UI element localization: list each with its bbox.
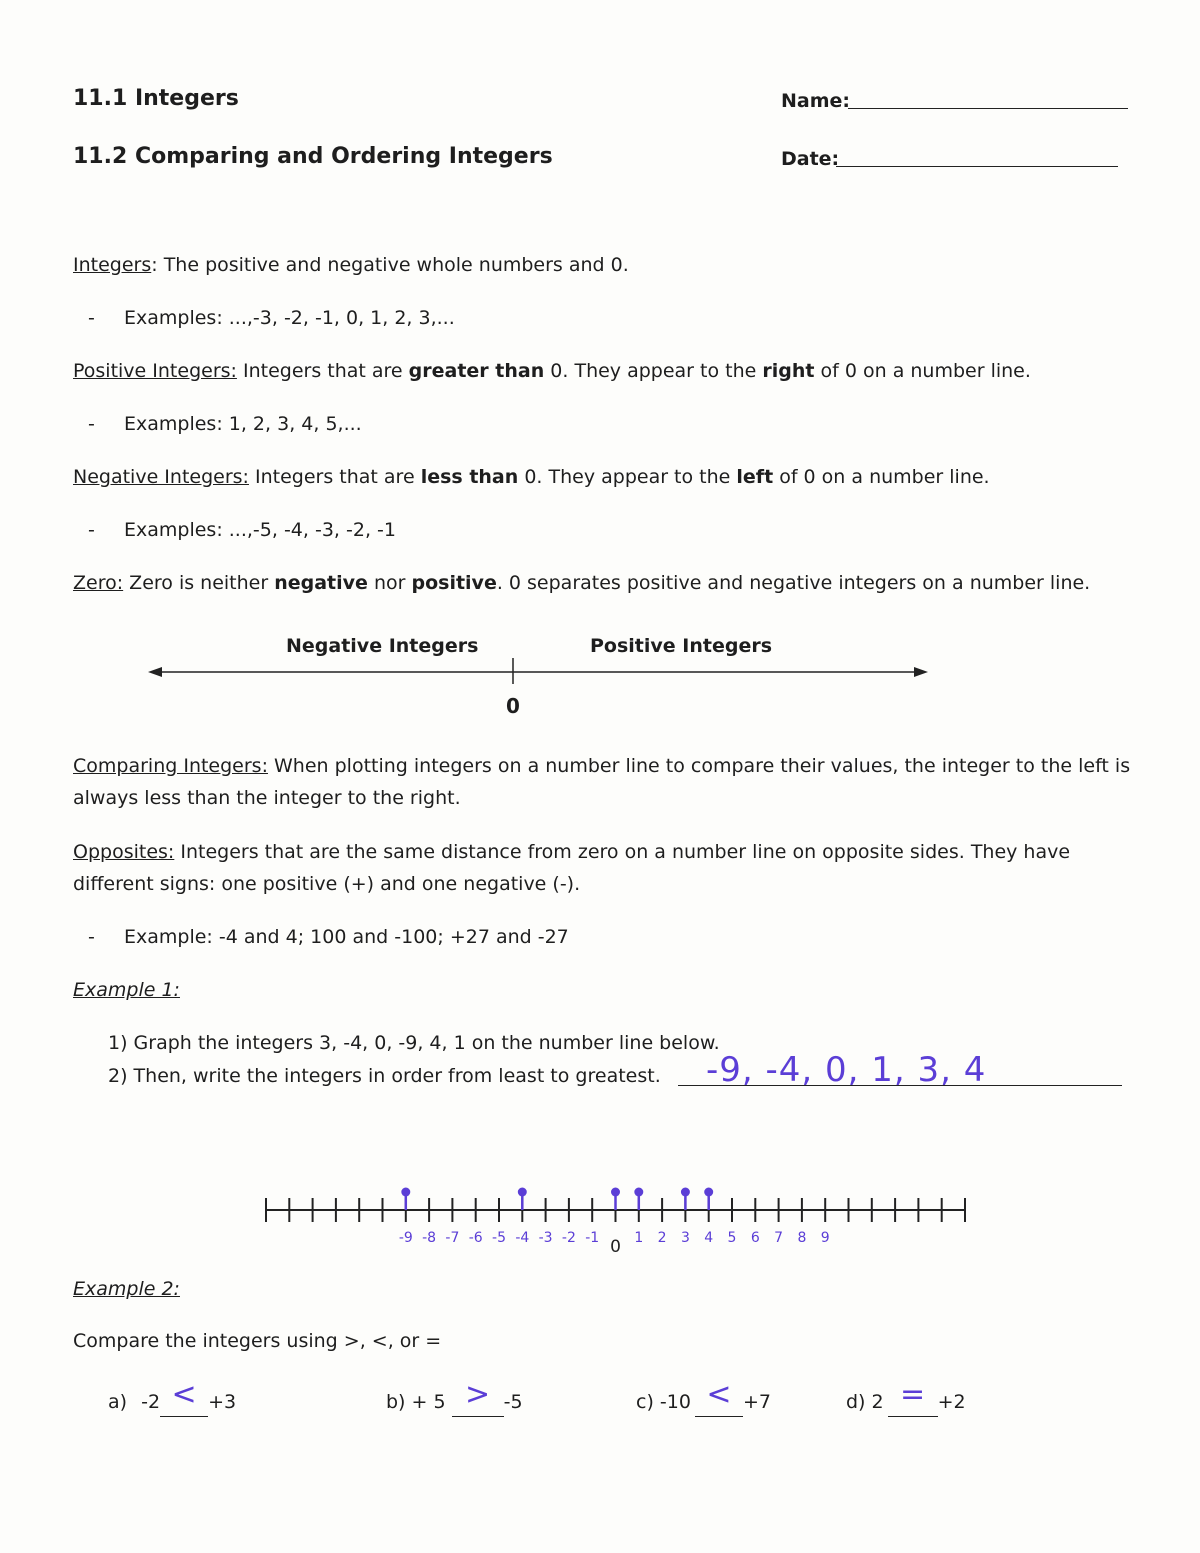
tick-label: 0 [610, 1237, 621, 1257]
opposites-line-1: Integers that are the same distance from zero on a number line on opposite sides. They have [174, 841, 1071, 863]
date-field[interactable] [836, 166, 1118, 167]
tick-label: 7 [774, 1230, 784, 1246]
compare-left: -10 [659, 1391, 691, 1413]
zero-definition [73, 567, 1090, 599]
compare-item-d [846, 1377, 966, 1417]
compare-right: -5 [503, 1391, 523, 1413]
negative-term: Negative Integers: [73, 466, 249, 488]
comparing-line-2: always less than the integer to the right. [73, 787, 461, 809]
compare-left: 2 [871, 1391, 884, 1413]
date-label: Date: [781, 148, 840, 170]
name-label: Name: [781, 90, 851, 112]
negative-text-3: of 0 on a number line. [773, 466, 990, 488]
example-1-number-line [260, 1180, 980, 1260]
opposites-example-dash: - [88, 926, 95, 948]
zero-text-3: . 0 separates positive and negative integers on a number line. [496, 572, 1091, 594]
page-subtitle: 11.2 Comparing and Ordering Integers [73, 144, 553, 169]
positive-definition [73, 355, 1031, 387]
integers-text: The positive and negative whole numbers and 0. [157, 254, 629, 276]
comparing-term: Comparing Integers: [73, 755, 268, 777]
integers-term: Integers [73, 254, 152, 276]
negative-example: Examples: ...,-5, -4, -3, -2, -1 [124, 519, 396, 541]
compare-answer-field[interactable] [160, 1377, 208, 1417]
compare-left: -2 [141, 1391, 161, 1413]
example-2-instruction: Compare the integers using >, <, or = [73, 1330, 442, 1352]
compare-answer-field[interactable] [888, 1377, 938, 1417]
tick-label: 9 [820, 1230, 830, 1246]
zero-tick-label: 0 [506, 694, 520, 718]
example-2-heading: Example 2: [73, 1278, 180, 1300]
tick-label: 5 [727, 1230, 737, 1246]
zero-text-1: Zero is neither [123, 572, 275, 594]
comparing-line-1: When plotting integers on a number line to compare their values, the integer to the left is [267, 755, 1131, 777]
compare-letter: b) [386, 1391, 406, 1413]
tick-label: -3 [538, 1230, 553, 1246]
compare-letter: a) [108, 1391, 128, 1413]
negative-definition [73, 461, 990, 493]
opposites-example: Example: -4 and 4; 100 and -100; +27 and -27 [124, 926, 569, 948]
zero-bold-1: negative [274, 572, 368, 594]
tick-label: 4 [704, 1230, 714, 1246]
zero-term: Zero: [73, 572, 124, 594]
tick-label: -5 [492, 1230, 506, 1246]
positive-example: Examples: 1, 2, 3, 4, 5,... [124, 413, 362, 435]
tick-label: -6 [468, 1230, 483, 1246]
negative-bold-2: left [736, 466, 774, 488]
negative-text-1: Integers that are [248, 466, 421, 488]
compare-item-c [636, 1377, 771, 1417]
positive-term: Positive Integers: [73, 360, 237, 382]
tick-label: -4 [515, 1230, 530, 1246]
compare-answer-field[interactable] [452, 1377, 504, 1417]
positive-example-dash: - [88, 413, 95, 435]
opposites-definition [73, 836, 1070, 868]
compare-left: + 5 [411, 1391, 446, 1413]
opposites-line-2: different signs: one positive (+) and one negative (-). [73, 873, 581, 895]
example-1-step-2: 2) Then, write the integers in order from least to greatest. [108, 1065, 661, 1087]
compare-letter: d) [846, 1391, 866, 1413]
compare-item-b [386, 1377, 523, 1417]
page-title: 11.1 Integers [73, 86, 239, 111]
tick-label: 1 [634, 1230, 644, 1246]
compare-item-a [108, 1377, 237, 1417]
number-line-diagram [140, 650, 940, 730]
name-field[interactable] [848, 108, 1128, 109]
integers-example-dash: - [88, 307, 95, 329]
tick-label: 2 [657, 1230, 667, 1246]
example-1-step-1: 1) Graph the integers 3, -4, 0, -9, 4, 1 on the number line below. [108, 1032, 720, 1054]
negative-example-dash: - [88, 519, 95, 541]
order-answer-handwriting: -9, -4, 0, 1, 3, 4 [706, 1050, 987, 1090]
compare-answer-handwriting: < [706, 1377, 732, 1412]
positive-bold-1: greater than [408, 360, 545, 382]
tick-label: -7 [445, 1230, 460, 1246]
positive-text-1: Integers that are [236, 360, 409, 382]
compare-answer-handwriting: > [465, 1377, 491, 1412]
negative-bold-1: less than [420, 466, 519, 488]
negative-integers-label: Negative Integers [286, 635, 479, 657]
tick-label: -9 [398, 1230, 413, 1246]
compare-answer-field[interactable] [695, 1377, 743, 1417]
example-1-heading: Example 1: [73, 979, 180, 1001]
tick-label: 8 [797, 1230, 807, 1246]
zero-bold-2: positive [411, 572, 497, 594]
tick-label: 3 [680, 1230, 690, 1246]
comparing-definition [73, 750, 1130, 782]
compare-right: +3 [208, 1391, 237, 1413]
integers-example: Examples: ...,-3, -2, -1, 0, 1, 2, 3,... [124, 307, 455, 329]
negative-text-2: 0. They appear to the [518, 466, 737, 488]
left-arrow-icon [148, 667, 162, 677]
integers-definition [73, 249, 629, 281]
compare-right: +7 [742, 1391, 771, 1413]
tick-label: -1 [585, 1230, 600, 1246]
tick-label: 6 [750, 1230, 760, 1246]
tick-label: -2 [561, 1230, 576, 1246]
tick-label: -8 [422, 1230, 437, 1246]
opposites-term: Opposites: [73, 841, 175, 863]
compare-letter: c) [636, 1391, 654, 1413]
compare-answer-handwriting: = [900, 1377, 926, 1412]
compare-right: +2 [937, 1391, 966, 1413]
positive-text-2: 0. They appear to the [544, 360, 763, 382]
positive-bold-2: right [762, 360, 815, 382]
right-arrow-icon [914, 667, 928, 677]
positive-integers-label: Positive Integers [590, 635, 773, 657]
integers-colon: : [151, 254, 158, 276]
zero-text-2: nor [367, 572, 412, 594]
compare-answer-handwriting: < [171, 1377, 197, 1412]
positive-text-3: of 0 on a number line. [814, 360, 1031, 382]
